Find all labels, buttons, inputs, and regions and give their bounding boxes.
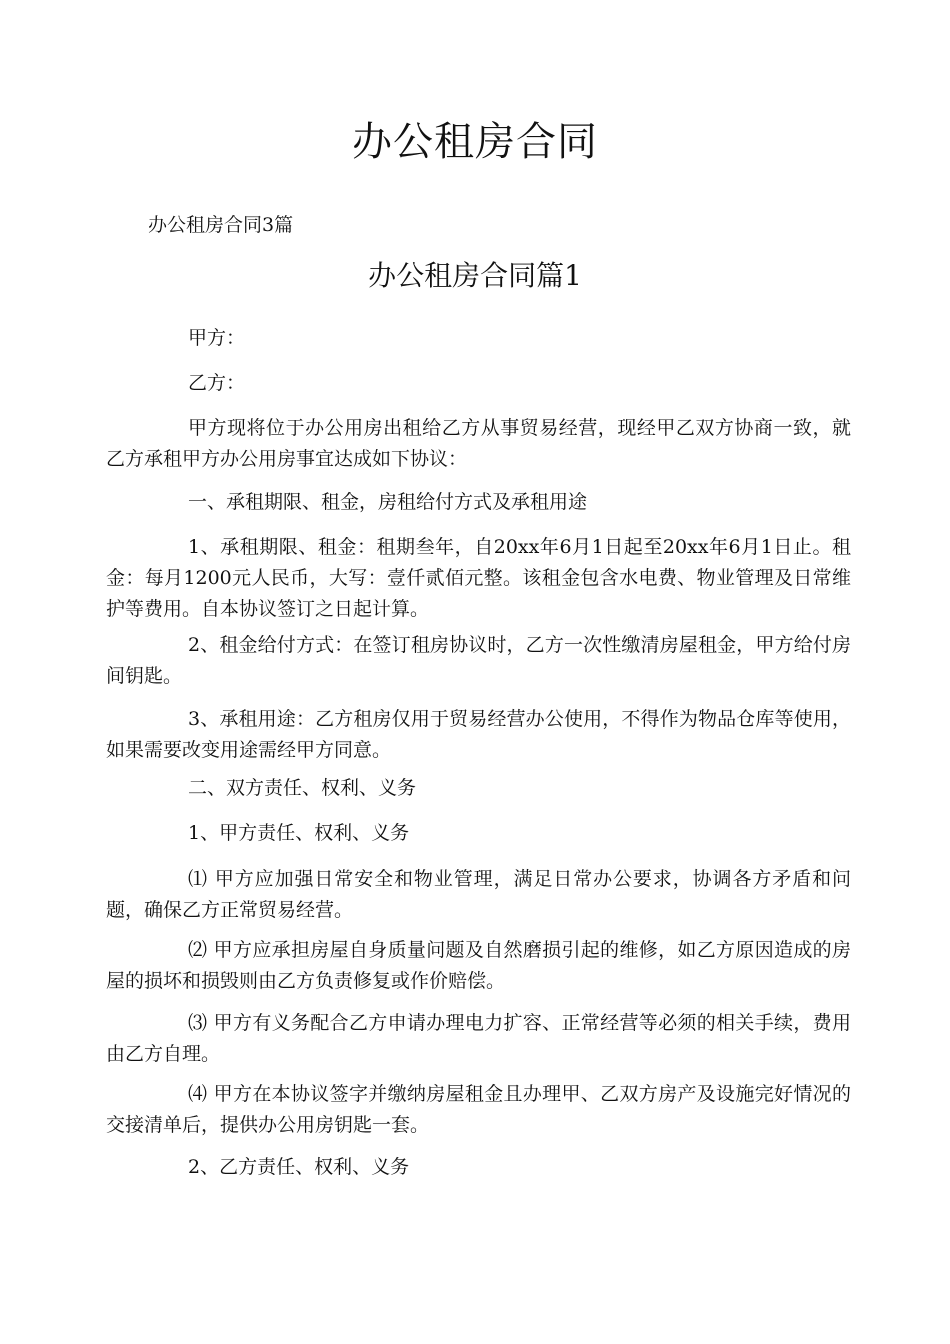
clause-2-1-item-3: ⑶ 甲方有义务配合乙方申请办理电力扩容、正常经营等必须的相关手续，费用由乙方自理。 [106,1012,851,1065]
section-title: 办公租房合同篇1 [368,259,582,292]
clause-heading-2: 二、双方责任、权利、义务 [188,777,417,799]
document-subtitle: 办公租房合同3篇 [148,214,294,236]
party-a-line: 甲方： [188,327,246,349]
clause-2-1-item-1: ⑴ 甲方应加强日常安全和物业管理，满足日常办公要求，协调各方矛盾和问题，确保乙方正常贸易经营。 [106,868,851,921]
clause-2-1-heading: 1、甲方责任、权利、义务 [188,822,410,844]
clause-heading-1: 一、承租期限、租金，房租给付方式及承租用途 [188,491,588,513]
intro-paragraph: 甲方现将位于办公用房出租给乙方从事贸易经营，现经甲乙双方协商一致，就乙方承租甲方办公用房事宜达成如下协议： [106,417,851,470]
clause-2-1-item-4: ⑷ 甲方在本协议签字并缴纳房屋租金且办理甲、乙双方房产及设施完好情况的交接清单后，提供办公用房钥匙一套。 [106,1083,851,1136]
document-title: 办公租房合同 [352,119,598,165]
clause-1-2: 2、租金给付方式：在签订租房协议时，乙方一次性缴清房屋租金，甲方给付房间钥匙。 [106,634,851,687]
clause-1-3: 3、承租用途：乙方租房仅用于贸易经营办公使用，不得作为物品仓库等使用，如果需要改变用途需经甲方同意。 [106,708,851,761]
clause-1-1: 1、承租期限、租金：租期叁年，自20xx年6月1日起至20xx年6月1日止。租金：每月1200元人民币，大写：壹仟贰佰元整。该租金包含水电费、物业管理及日常维护等费用。自本协议签订之日起计算。 [106,536,851,620]
party-b-line: 乙方： [188,372,246,394]
clause-2-1-item-2: ⑵ 甲方应承担房屋自身质量问题及自然磨损引起的维修，如乙方原因造成的房屋的损坏和损毁则由乙方负责修复或作价赔偿。 [106,939,851,992]
clause-2-2-heading: 2、乙方责任、权利、义务 [188,1156,410,1178]
